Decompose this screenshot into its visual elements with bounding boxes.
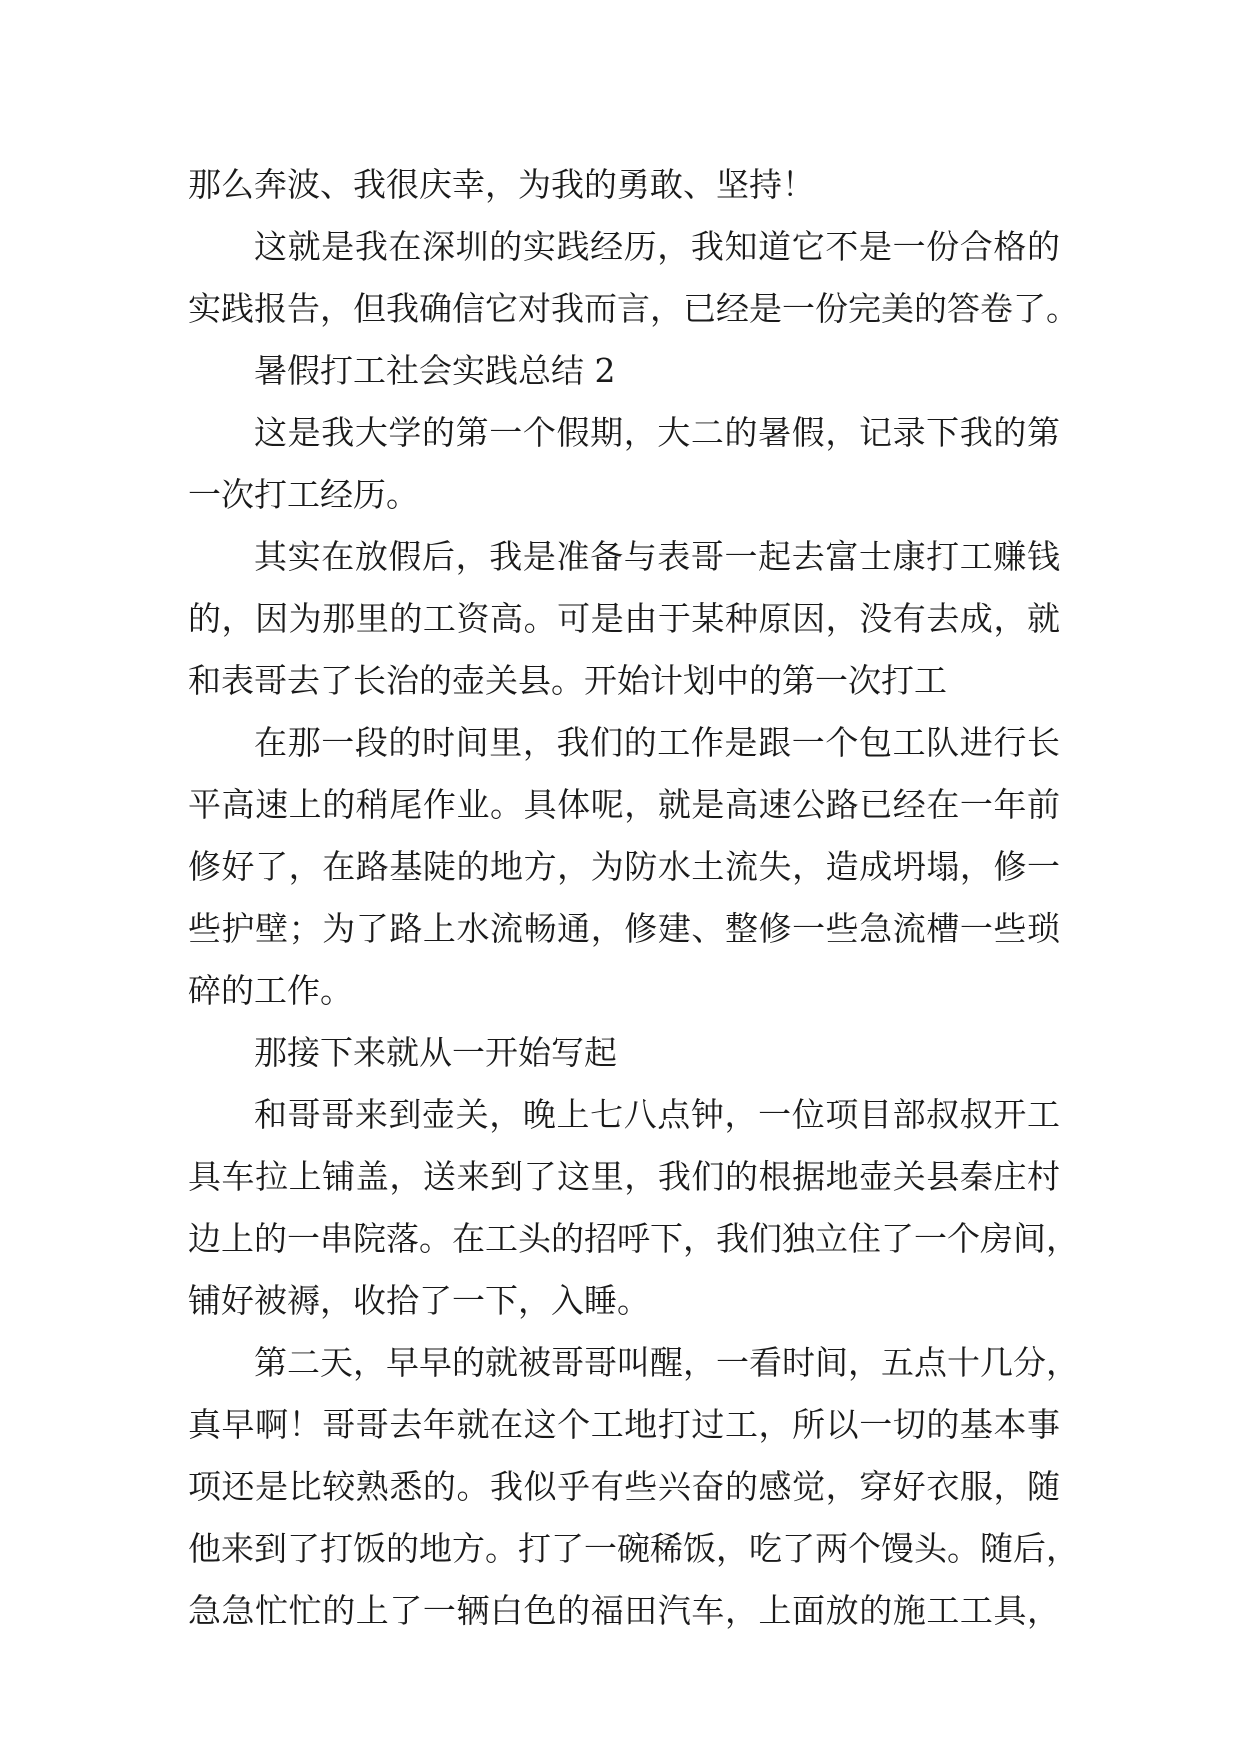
text-line: 碎的工作。 xyxy=(188,971,353,1010)
text-line: 修好了，在路基陡的地方，为防水土流失，造成坍塌，修一 xyxy=(188,847,1060,886)
text-line: 实践报告，但我确信它对我而言，已经是一份完美的答卷了。 xyxy=(188,289,1079,328)
text-line: 第二天，早早的就被哥哥叫醒，一看时间，五点十几分， xyxy=(254,1343,1079,1382)
text-line: 和哥哥来到壶关，晚上七八点钟，一位项目部叔叔开工 xyxy=(254,1095,1060,1134)
text-line: 急急忙忙的上了一辆白色的福田汽车，上面放的施工工具， xyxy=(188,1591,1060,1630)
text-line: 和表哥去了长治的壶关县。开始计划中的第一次打工 xyxy=(188,661,947,700)
text-line: 那接下来就从一开始写起 xyxy=(254,1033,617,1072)
text-line: 这是我大学的第一个假期，大二的暑假，记录下我的第 xyxy=(254,413,1060,452)
text-line: 在那一段的时间里，我们的工作是跟一个包工队进行长 xyxy=(254,723,1060,762)
text-line: 平高速上的稍尾作业。具体呢，就是高速公路已经在一年前 xyxy=(188,785,1060,824)
text-line: 一次打工经历。 xyxy=(188,475,419,514)
body-text xyxy=(188,154,1079,1642)
text-line: 他来到了打饭的地方。打了一碗稀饭，吃了两个馒头。随后， xyxy=(188,1529,1079,1568)
text-line: 项还是比较熟悉的。我似乎有些兴奋的感觉，穿好衣服，随 xyxy=(188,1467,1060,1506)
text-line: 其实在放假后，我是准备与表哥一起去富士康打工赚钱 xyxy=(254,537,1060,576)
text-line: 些护壁；为了路上水流畅通，修建、整修一些急流槽一些琐 xyxy=(188,909,1060,948)
text-line: 这就是我在深圳的实践经历，我知道它不是一份合格的 xyxy=(254,227,1060,266)
text-line: 那么奔波、我很庆幸，为我的勇敢、坚持！ xyxy=(188,165,815,204)
text-line: 的，因为那里的工资高。可是由于某种原因，没有去成，就 xyxy=(188,599,1060,638)
text-line: 边上的一串院落。在工头的招呼下，我们独立住了一个房间， xyxy=(188,1219,1079,1258)
section-heading: 暑假打工社会实践总结 2 xyxy=(254,351,616,390)
text-line: 真早啊！哥哥去年就在这个工地打过工，所以一切的基本事 xyxy=(188,1405,1060,1444)
text-line: 铺好被褥，收拾了一下，入睡。 xyxy=(188,1281,650,1320)
text-line: 具车拉上铺盖，送来到了这里，我们的根据地壶关县秦庄村 xyxy=(188,1157,1060,1196)
